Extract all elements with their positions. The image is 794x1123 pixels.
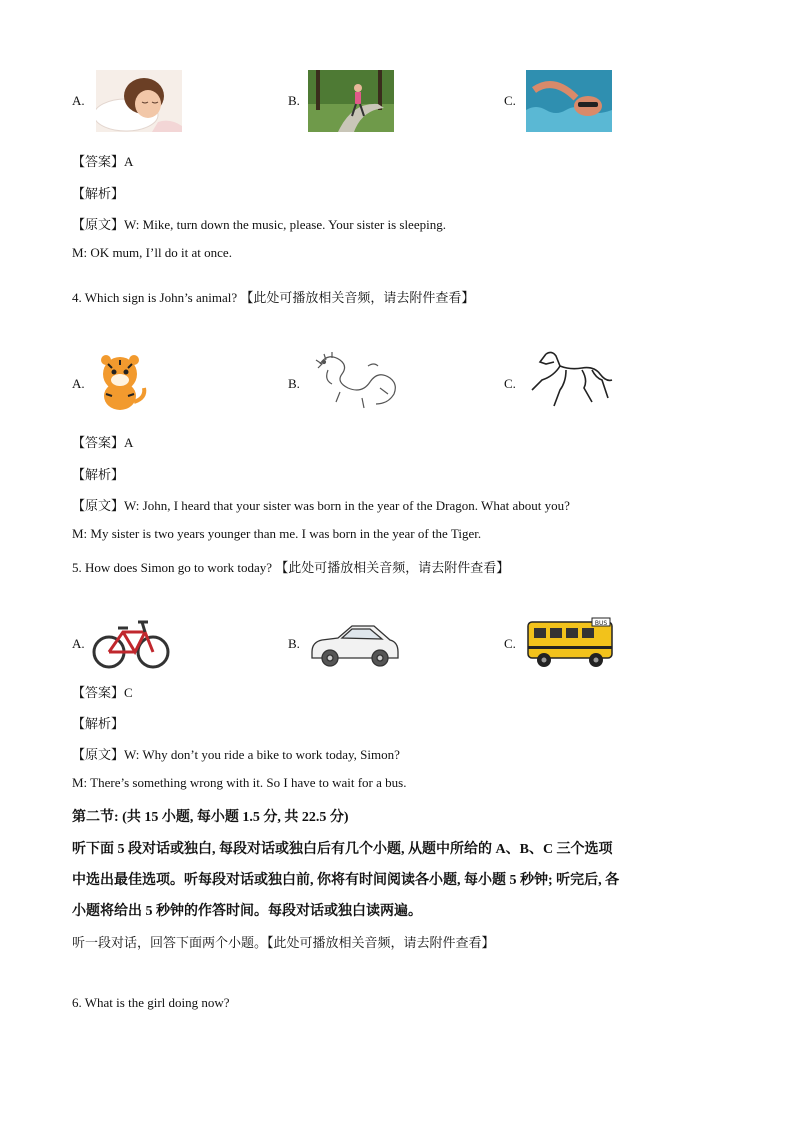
section-instruction-line-1: 听下面 5 段对话或独白, 每段对话或独白后有几个小题, 从题中所给的 A、B、C 三个选项 xyxy=(72,842,613,857)
section-instruction-line-2: 中选出最佳选项。听每段对话或独白前, 你将有时间阅读各小题, 每小题 5 秒钟; 听完后, 各 xyxy=(72,873,620,888)
q3-script-line-2: M: OK mum, I’ll do it at once. xyxy=(72,245,232,260)
q4-script-line-2: M: My sister is two years younger than me. I was born in the year of the Tiger. xyxy=(72,526,482,541)
q3-answer: 【答案】A xyxy=(72,154,134,169)
option-c-label: C. xyxy=(504,93,516,108)
q4-analysis: 【解析】 xyxy=(72,467,125,482)
option-b-label: B. xyxy=(288,93,300,108)
q5-question: 5. How does Simon go to work today? 【此处可播放相关音频，请去附件查看】 xyxy=(72,560,510,575)
bus-sign-text: BUS xyxy=(594,620,608,627)
option-b-label: B. xyxy=(288,376,300,391)
dragon-image xyxy=(310,348,398,414)
car-image xyxy=(308,618,400,668)
q6-question: 6. What is the girl doing now? xyxy=(72,995,230,1010)
section-title: 第二节: (共 15 小题, 每小题 1.5 分, 共 22.5 分) xyxy=(72,810,349,825)
bicycle-image xyxy=(92,614,170,670)
option-a-label: A. xyxy=(72,93,85,108)
q4-answer: 【答案】A xyxy=(72,435,134,450)
horse-image xyxy=(526,348,614,414)
bus-image xyxy=(526,616,614,670)
sleeping-girl-image xyxy=(96,70,182,132)
q5-script-line-2: M: There’s something wrong with it. So I have to wait for a bus. xyxy=(72,775,407,790)
listen-instruction: 听一段对话，回答下面两个小题。【此处可播放相关音频，请去附件查看】 xyxy=(72,935,495,950)
tiger-image xyxy=(94,352,150,412)
q3-script-line-1: 【原文】W: Mike, turn down the music, please. Your sister is sleeping. xyxy=(72,217,446,232)
q4-script-line-1: 【原文】W: John, I heard that your sister was born in the year of the Dragon. What about you? xyxy=(72,498,570,513)
q5-answer: 【答案】C xyxy=(72,685,133,700)
q4-question: 4. Which sign is John’s animal? 【此处可播放相关音频，请去附件查看】 xyxy=(72,290,475,305)
swimming-man-image xyxy=(526,70,612,132)
option-c-label: C. xyxy=(504,376,516,391)
running-woman-image xyxy=(308,70,394,132)
q5-script-line-1: 【原文】W: Why don’t you ride a bike to work today, Simon? xyxy=(72,747,400,762)
option-c-label: C. xyxy=(504,636,516,651)
option-a-label: A. xyxy=(72,636,85,651)
option-b-label: B. xyxy=(288,636,300,651)
option-a-label: A. xyxy=(72,376,85,391)
q5-analysis: 【解析】 xyxy=(72,716,125,731)
q3-analysis: 【解析】 xyxy=(72,186,125,201)
section-instruction-line-3: 小题将给出 5 秒钟的作答时间。每段对话或独白读两遍。 xyxy=(72,904,422,919)
